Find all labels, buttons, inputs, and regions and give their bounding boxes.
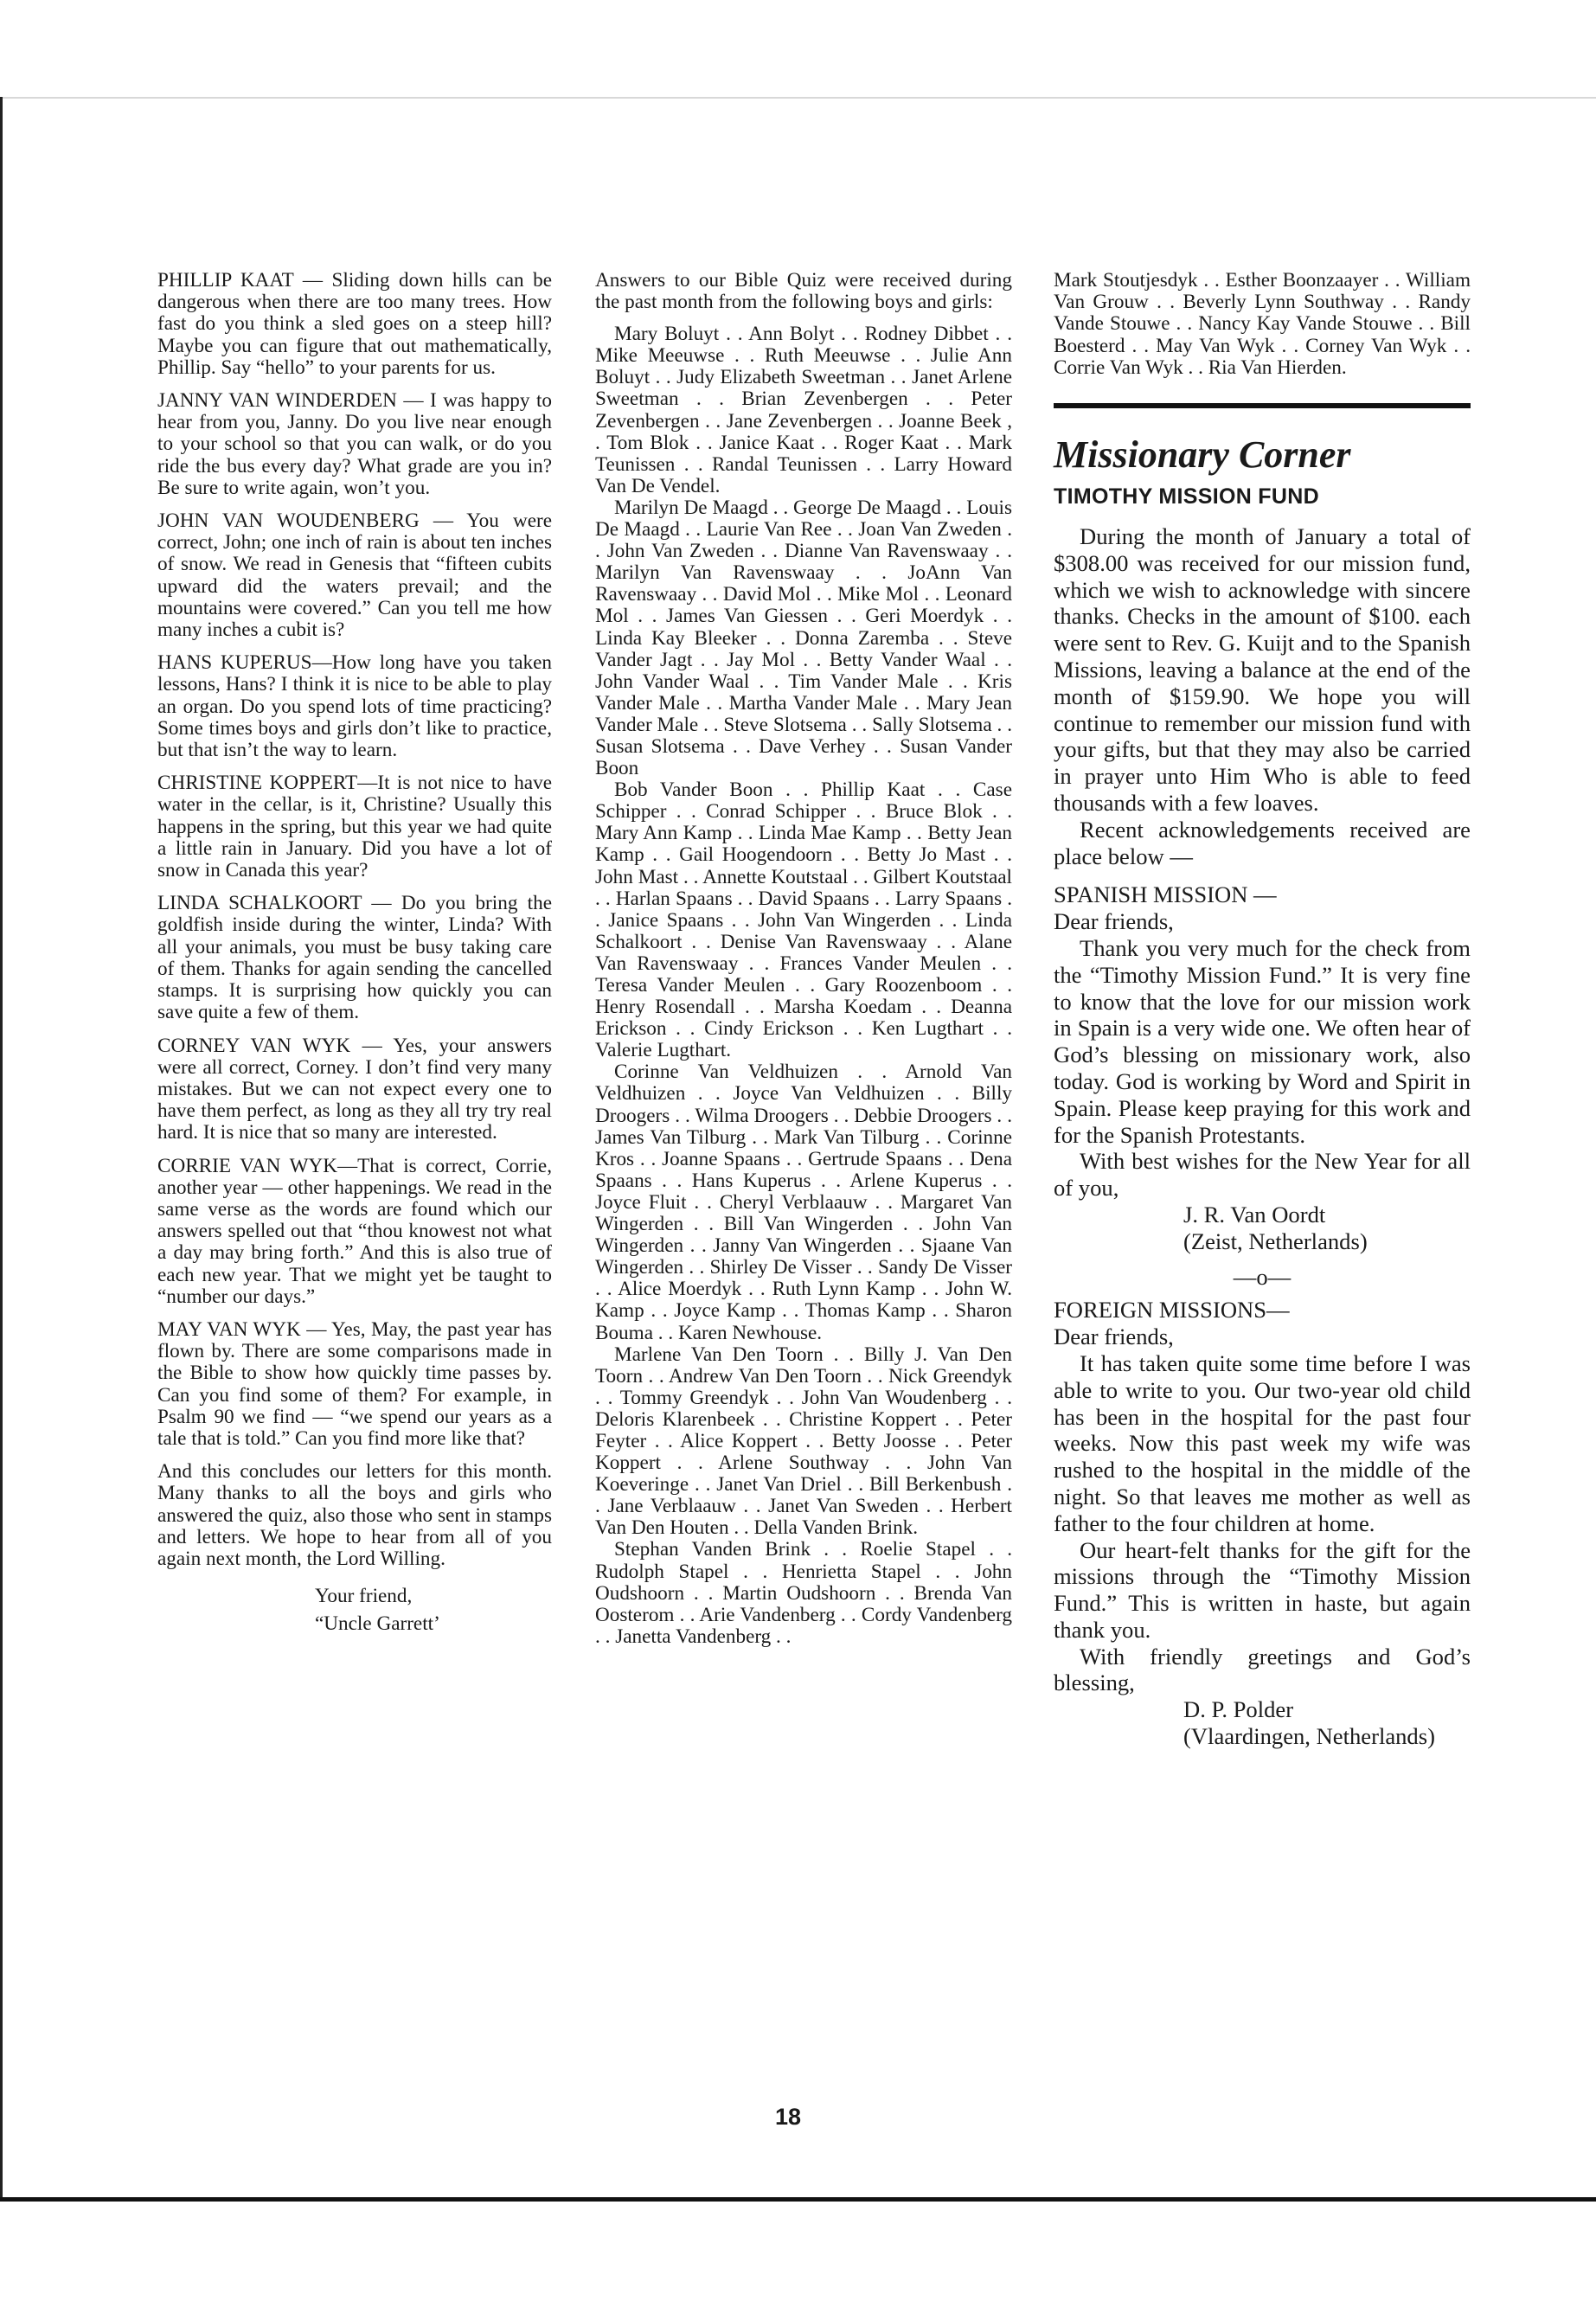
timothy-mission-fund-heading: TIMOTHY MISSION FUND [1054, 484, 1319, 510]
signoff [157, 1582, 552, 1638]
missionary-column [1054, 270, 1471, 1750]
fund-report: During the month of January a total of $308.00 was received for our mission fund, which we wish to acknowledge with sincere thanks. Checks in the amount of $100. each were sent to Rev. G. Kuijt and to the Spanish Missions, leaving a balance at the end of the month of $159.90. We hope you will continue to remember our mission fund with your gifts, but that they may also be carried in prayer unto Him Who is able to feed thousands with a few loaves. [1054, 523, 1471, 816]
letter-christine-koppert: CHRISTINE KOPPERT—It is not nice to have water in the cellar, is it, Christine? Usually this happens in the spring, but this year we had quite a little rain in January. Did you have a lot of snow in Canada this year? [157, 772, 552, 882]
foreign-missions-heading: FOREIGN MISSIONS— [1054, 1297, 1290, 1324]
signature: “Uncle Garrett’ [315, 1612, 440, 1636]
separator: —o— [1233, 1263, 1292, 1290]
foreign-signer: D. P. Polder [1183, 1696, 1294, 1723]
names-continued: Mark Stoutjesdyk . . Esther Boonzaayer . . William Van Grouw . . Beverly Lynn Southway . . Randy Vande Stouwe . . Nancy Kay Vande Stouwe . . Bill Boesterd . . May Van Wyk . . Corney Van Wyk . . Corrie Van Wyk . . Ria Van Hierden. [1054, 269, 1471, 379]
missionary-body [1054, 523, 1471, 1750]
quiz-names-column [595, 270, 1012, 1648]
bottom-rule [0, 2197, 1596, 2202]
foreign-letter-body: It has taken quite some time before I was able to write to you. Our two-year old child has been in the hospital for the past four weeks. Now this past week my wife was rushed to the hospital in the middle of the night. So that leaves me mother as well as father to the four children at home. [1054, 1349, 1471, 1536]
top-rule [0, 97, 1596, 99]
foreign-thanks: Our heart-felt thanks for the gift for the missions through the “Timothy Mission Fund.” This is written in haste, but again thank you. [1054, 1536, 1471, 1643]
spanish-mission-heading: SPANISH MISSION — [1054, 881, 1277, 908]
acknowledgements-note: Recent acknowledgements received are place below — [1054, 816, 1471, 869]
names-paragraph: Bob Vander Boon . . Phillip Kaat . . Case Schipper . . Conrad Schipper . . Bruce Blok . . Mary Ann Kamp . . Linda Mae Kamp . . Betty Jean Kamp . . Gail Hoogendoorn . . Betty Jo Mast . . John Mast . . Annette Koutstaal . . Gilbert Koutstaal . . Harlan Spaans . . David Spaans . . Larry Spaans . . Janice Spaans . . John Van Wingerden . . Linda Schalkoort . . Denise Van Ravenswaay . . Alane Van Ravenswaay . . Frances Vander Meulen . . Teresa Vander Meulen . . Gary Roozenboom . . Henry Rosendall . . Marsha Koedam . . Deanna Erickson . . Cindy Erickson . . Ken Lugthart . . Valerie Lugthart. [595, 779, 1012, 1062]
foreign-greetings: With friendly greetings and God’s blessing, [1054, 1643, 1471, 1696]
letter-linda-schalkoort: LINDA SCHALKOORT — Do you bring the goldfish inside during the winter, Linda? With all your animals, you must be busy taking care of them. Thanks for again sending the cancelled stamps. It is surprising how quickly you can save quite a few of them. [157, 892, 552, 1024]
closing-phrase: Your friend, [315, 1585, 413, 1608]
letter-may-van-wyk: MAY VAN WYK — Yes, May, the past year has flown by. There are some comparisons made in the Bible to show how quickly time passes by. Can you find some of them? For example, in Psalm 90 we find — “we spend our years as a tale that is told.” Can you find more like that? [157, 1317, 552, 1450]
page-edge [0, 97, 3, 2199]
names-paragraph: Corinne Van Veldhuizen . . Arnold Van Veldhuizen . . Joyce Van Veldhuizen . . Billy Droogers . . Wilma Droogers . . Debbie Droogers . . James Van Tilburg . . Mark Van Tilburg . . Corinne Kros . . Joanne Spaans . . Gertrude Spaans . . Dena Spaans . . Hans Kuperus . . Arlene Kuperus . . Joyce Fluit . . Cheryl Verblaauw . . Margaret Van Wingerden . . Bill Van Wingerden . . John Van Wingerden . . Janny Van Wingerden . . Sjaane Van Wingerden . . Shirley De Visser . . Sandy De Visser . . Alice Moerdyk . . Ruth Lynn Kamp . . John W. Kamp . . Joyce Kamp . . Thomas Kamp . . Sharon Bouma . . Karen Newhouse. [595, 1061, 1012, 1344]
foreign-greeting: Dear friends, [1054, 1324, 1174, 1350]
letters-column [157, 270, 552, 1638]
names-paragraph: Stephan Vanden Brink . . Roelie Stapel . . Rudolph Stapel . . Henrietta Stapel . . John Oudshoorn . . Martin Oudshoorn . . Brenda Van Oosterom . . Arie Vandenberg . . Cordy Vandenberg . . Janetta Vandenberg . . [595, 1538, 1012, 1648]
letter-phillip-kaat: PHILLIP KAAT — Sliding down hills can be dangerous when there are too many trees. How fast do you think a sled goes on a steep hill? Maybe you can figure that out mathematically, Phillip. Say “hello” to your parents for us. [157, 269, 552, 379]
letter-hans-kuperus: HANS KUPERUS—How long have you taken lessons, Hans? I think it is nice to be able to play an organ. Do you spend lots of time practicing? Some times boys and girls don’t like to practice, but that isn’t the way to learn. [157, 651, 552, 762]
missionary-corner-title: Missionary Corner [1054, 433, 1351, 477]
foreign-location: (Vlaardingen, Netherlands) [1183, 1723, 1435, 1750]
spanish-signer: J. R. Van Oordt [1183, 1201, 1326, 1227]
letter-corney-van-wyk: CORNEY VAN WYK — Yes, your answers were all correct, Corney. I don’t find very many mistakes. But we can not expect every one to have them perfect, as long as they all try try real hard. It is nice that so many are interested. [157, 1034, 552, 1144]
spanish-greeting: Dear friends, [1054, 908, 1174, 935]
letter-corrie-van-wyk: CORRIE VAN WYK—That is correct, Corrie, another year — other happenings. We read in the same verse as the words are found which our answers spelled out that “thou knowest not what a day may bring forth.” And this is also true of each new year. That we might yet be taught to “number our days.” [157, 1154, 552, 1308]
letter-janny-van-winderden: JANNY VAN WINDERDEN — I was happy to hear from you, Janny. Do you live near enough to your school so that you can walk, or do you ride the bus every day? What grade are you in? Be sure to write again, won’t you. [157, 389, 552, 499]
section-rule [1054, 403, 1471, 408]
names-paragraph: Marlene Van Den Toorn . . Billy J. Van Den Toorn . . Andrew Van Den Toorn . . Nick Greendyk . . Tommy Greendyk . . John Van Woudenberg . . Deloris Klarenbeek . . Christine Koppert . . Peter Feyter . . Alice Koppert . . Betty Joosse . . Peter Koppert . . Arlene Southway . . John Van Koeveringe . . Janet Van Driel . . Bill Berkenbush . . Jane Verblaauw . . Janet Van Sweden . . Herbert Van Den Houten . . Della Vanden Brink. [595, 1343, 1012, 1540]
names-paragraph: Marilyn De Maagd . . George De Maagd . . Louis De Maagd . . Laurie Van Ree . . Joan Van Zweden . . John Van Zweden . . Dianne Van Ravenswaay . . Marilyn Van Ravenswaay . . JoAnn Van Ravenswaay . . David Mol . . Mike Mol . . Leonard Mol . . James Van Giessen . . Geri Moerdyk . . Linda Kay Bleeker . . Donna Zaremba . . Steve Vander Jagt . . Jay Mol . . Betty Vander Waal . . John Vander Waal . . Tim Vander Male . . Kris Vander Male . . Martha Vander Male . . Mary Jean Vander Male . . Steve Slotsema . . Sally Slotsema . . Susan Slotsema . . Dave Verhey . . Susan Vander Boon [595, 496, 1012, 780]
closing-paragraph: And this concludes our letters for this month. Many thanks to all the boys and girls who answered the quiz, also those who sent in stamps and letters. We hope to hear from all of you again next month, the Lord Willing. [157, 1460, 552, 1570]
names-paragraph: Mary Boluyt . . Ann Bolyt . . Rodney Dibbet . . Mike Meeuwse . . Ruth Meeuwse . . Julie Ann Boluyt . . Judy Elizabeth Sweetman . . Janet Arlene Sweetman . . Brian Zevenbergen . . Peter Zevenbergen . . Jane Zevenbergen . . Joanne Beek , . Tom Blok . . Janice Kaat . . Roger Kaat . . Mark Teunissen . . Randal Teunissen . . Larry Howard Van De Vendel. [595, 323, 1012, 497]
page-number: 18 [775, 2104, 802, 2130]
spanish-location: (Zeist, Netherlands) [1183, 1227, 1368, 1254]
quiz-intro: Answers to our Bible Quiz were received during the past month from the following boys and girls: [595, 269, 1012, 314]
letter-john-van-woudenberg: JOHN VAN WOUDENBERG — You were correct, John; one inch of rain is about ten inches of snow. We read in Genesis that “fifteen cubits upward did the waters prevail; and the mountains were covered.” Can you tell me how many inches a cubit is? [157, 510, 552, 642]
spanish-letter-body: Thank you very much for the check from the “Timothy Mission Fund.” It is very fine to know that the love for our mission work in Spain is a very wide one. We often hear of God’s blessing on missionary work, also today. God is working by Word and Spirit in Spain. Please keep praying for this work and for the Spanish Protestants. [1054, 934, 1471, 1148]
spanish-wishes: With best wishes for the New Year for all of you, [1054, 1148, 1471, 1202]
